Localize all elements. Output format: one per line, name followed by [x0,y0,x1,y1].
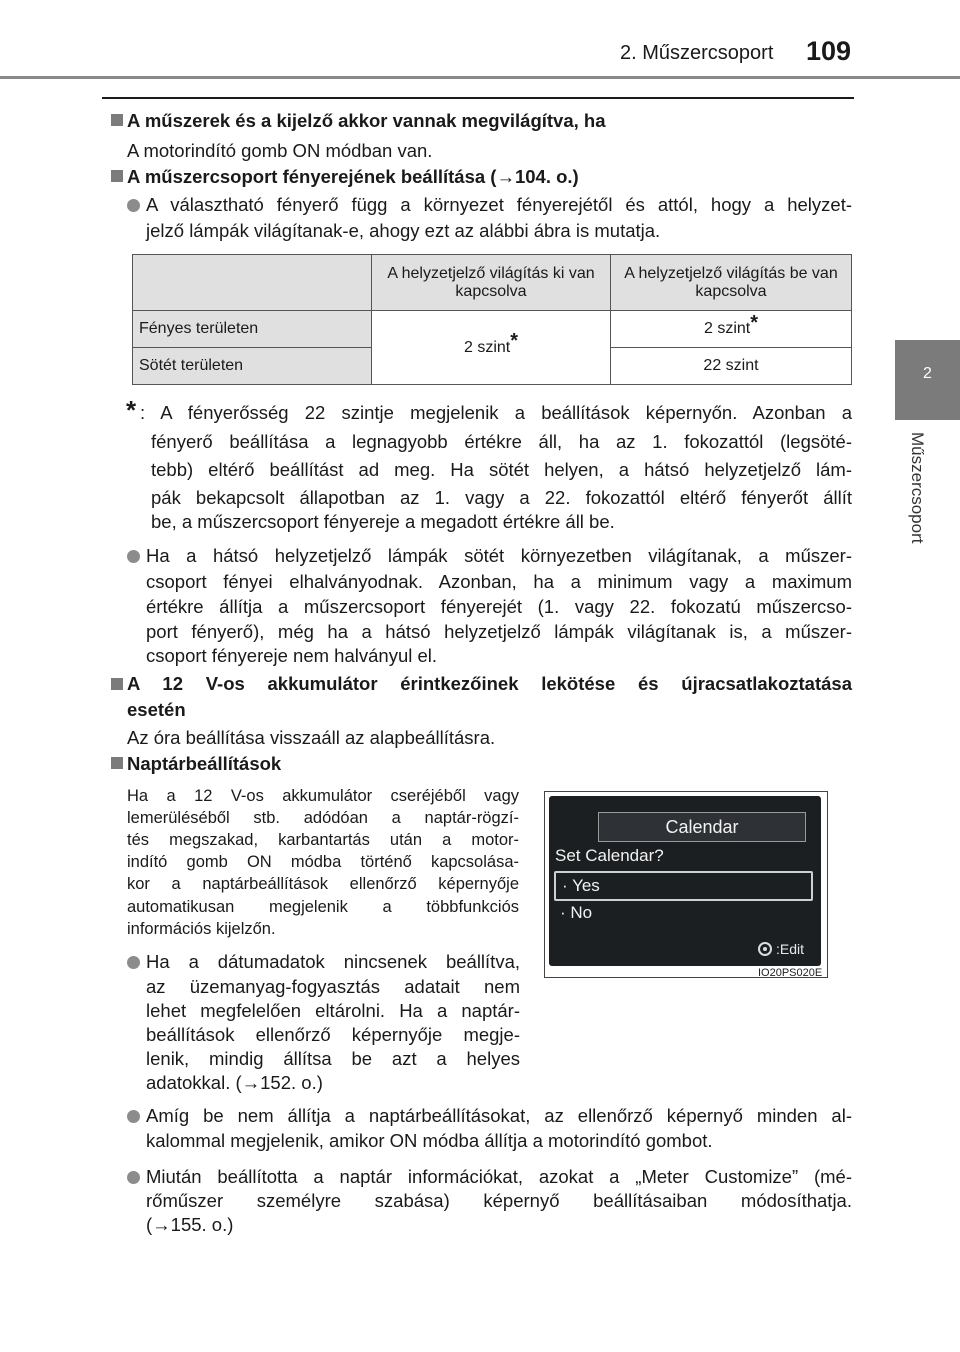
footnote-line: pák bekapcsolt állapotban az 1. vagy a 22. fokozattól eltérő fényerőt állít [151,487,852,508]
table-header-cell: A helyzetjelző világítás ki van kapcsolva [372,255,611,311]
page-number: 109 [806,36,852,66]
asterisk-mark: * [750,311,759,334]
paragraph-line: Ha a 12 V-os akkumulátor cseréjéből vagy [127,787,519,805]
table-cell-value: 22 szint [611,348,852,385]
figure-code: IO20PS020E [758,967,823,979]
footnote-line: fényerő beállítása a legnagyobb értékre áll, ha az 1. fokozattól (legsöté- [151,431,852,452]
calendar-question: Set Calendar? [555,846,664,865]
footnote-line: be, a műszercsoport fényereje a megadott értékre áll be. [151,511,615,532]
bullet-text: csoport fényereje nem halványul el. [146,645,438,666]
round-bullet-icon [127,1110,140,1123]
bullet-text: lenik, mindig állítsa be azt a helyes [146,1048,520,1069]
bullet-text: rőműszer személyre szabása) képernyő beállításaiban módosíthatja. [146,1190,852,1211]
square-bullet-icon [111,757,123,769]
calendar-option-no: · No [560,903,593,922]
bullet-text: az üzemanyag-fogyasztás adatait nem [146,976,520,997]
bullet-text: jelző lámpák világítanak-e, ahogy ezt az alábbi ábra is mutatja. [146,220,661,241]
content-top-rule [102,97,854,99]
calendar-option-yes: · Yes [554,871,813,901]
bullet-text: beállítások ellenőrző képernyője megje- [146,1024,520,1045]
bullet-text: kalommal megjelenik, amikor ON módba állítja a motorindító gombot. [146,1130,713,1151]
section-heading: Naptárbeállítások [127,753,282,774]
bullet-text: Miután beállította a naptár információkat, azokat a „Meter Customize” (mé- [146,1166,852,1187]
bullet-text: (→155. o.) [146,1214,234,1235]
paragraph-line: indító gomb ON módba történő kapcsolása- [127,853,519,871]
round-bullet-icon [127,199,140,212]
bullet-text: Ha a dátumadatok nincsenek beállítva, [146,951,520,972]
paragraph-line: kor a naptárbeállítások ellenőrző képernyője [127,875,519,893]
section-heading: A műszercsoport fényerejének beállítása (→104. o.) [127,166,579,187]
table-merged-cell [372,311,611,385]
section-heading: A műszerek és a kijelző akkor vannak megvilágítva, ha [127,110,606,131]
bullet-text: adatokkal. (→152. o.) [146,1072,323,1093]
bullet-text: A választható fényerő függ a környezet fényerejétől és attól, hogy a helyzet- [146,194,852,215]
section-title: 2. Műszercsoport [620,42,774,64]
bullet-text: csoport fényei elhalványodnak. Azonban, ha a minimum vagy a maximum [146,571,852,592]
table-cell-value: 2 szint [703,320,751,337]
square-bullet-icon [111,170,123,182]
round-bullet-icon [127,550,140,563]
round-bullet-icon [127,956,140,969]
chapter-tab-number: 2 [923,365,932,382]
table-corner-cell [133,255,372,311]
footnote-line: tebb) eltérő beállítást ad meg. Ha sötét helyen, a hátsó helyzetjelző lám- [151,459,852,480]
bullet-text: értékre állítja a műszercsoport fényerejét (1. vagy 22. fokozatú műszercso- [146,596,852,617]
paragraph-line: lemerüléséből stb. adódóan a naptár-rögzí- [127,809,519,827]
calendar-edit-label: :Edit [776,941,805,957]
section-heading: esetén [127,699,186,720]
dial-icon [758,942,772,956]
bullet-text: Ha a hátsó helyzetjelző lámpák sötét környezetben világítanak, a műszer- [146,545,852,566]
paragraph: Az óra beállítása visszaáll az alapbeállításra. [127,727,496,748]
footnote-line: : A fényerősség 22 szintje megjelenik a beállítások képernyőn. Azonban a [140,402,852,423]
bullet-text: lehet megfelelően eltárolni. Ha a naptár- [146,1000,520,1021]
table-cell [611,311,852,348]
square-bullet-icon [111,114,123,126]
table-cell-value: 2 szint [463,338,511,356]
chapter-tab-label: Műszercsoport [908,432,927,544]
footnote-marker: * [126,395,137,425]
brightness-table [132,254,852,385]
square-bullet-icon [111,678,123,690]
chapter-tab-label-box [907,432,927,582]
table-row-label: Fényes területen [133,311,372,348]
bullet-text: port fényerő), még ha a hátsó helyzetjelző lámpák világítanak is, a műszer- [146,621,852,642]
paragraph-line: információs kijelzőn. [127,920,276,938]
calendar-title-bar: Calendar [598,812,806,842]
table-row-label: Sötét területen [133,348,372,385]
bullet-text: Amíg be nem állítja a naptárbeállításokat, az ellenőrző képernyő minden al- [146,1105,852,1126]
paragraph-line: automatikusan megjelenik a többfunkciós [127,898,519,916]
asterisk-mark: * [510,330,519,353]
table-header-cell: A helyzetjelző világítás be van kapcsolva [611,255,852,311]
section-heading: A 12 V-os akkumulátor érintkezőinek lekötése és újracsatlakoztatása [127,673,852,694]
round-bullet-icon [127,1171,140,1184]
header-rule [0,76,960,79]
paragraph-line: tés megszakad, karbantartás után a motor- [127,831,519,849]
paragraph: A motorindító gomb ON módban van. [127,140,433,161]
